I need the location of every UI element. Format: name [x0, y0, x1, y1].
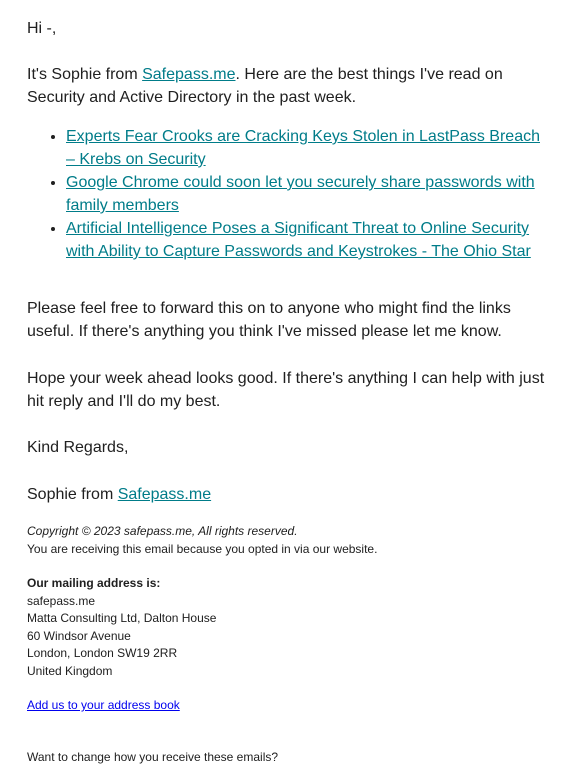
- signoff: [27, 483, 553, 506]
- change-preferences-prompt: Want to change how you receive these emails?: [27, 749, 279, 764]
- list-item: [66, 217, 553, 263]
- address-line: safepass.me: [27, 593, 96, 608]
- opt-in-notice: You are receiving this email because you opted in via our website.: [27, 541, 378, 556]
- signoff-prefix: Sophie from: [27, 486, 118, 503]
- mailing-address-heading: Our mailing address is:: [27, 576, 161, 590]
- hope-paragraph: Hope your week ahead looks good. If there's anything I can help with just hit reply and I'll do my best.: [27, 370, 545, 410]
- address-line: 60 Windsor Avenue: [27, 628, 131, 643]
- article-link-lastpass[interactable]: Experts Fear Crooks are Cracking Keys Stolen in LastPass Breach – Krebs on Security: [66, 128, 540, 168]
- copyright-text: Copyright © 2023 safepass.me, All rights reserved.: [27, 524, 298, 538]
- article-link-chrome[interactable]: Google Chrome could soon let you securely share passwords with family members: [66, 174, 535, 214]
- address-line: Matta Consulting Ltd, Dalton House: [27, 611, 217, 625]
- safepass-link[interactable]: Safepass.me: [142, 66, 236, 83]
- regards: Kind Regards,: [27, 439, 129, 456]
- signoff-safepass-link[interactable]: Safepass.me: [117, 486, 212, 503]
- greeting: Hi -,: [27, 20, 57, 37]
- address-line: United Kingdom: [27, 663, 113, 678]
- list-item: [66, 171, 553, 217]
- forward-paragraph: Please feel free to forward this on to anyone who might find the links useful. If there's anything you think I've missed please let me know.: [27, 300, 511, 340]
- intro-prefix: It's Sophie from: [27, 66, 143, 83]
- intro-suffix: . Here are the best things I've read on Security and Active Directory in the past week.: [27, 66, 503, 106]
- intro-paragraph: [27, 63, 553, 109]
- list-item: [66, 125, 553, 171]
- mailing-address: [27, 593, 553, 681]
- email-footer: [27, 523, 553, 766]
- address-line: London, London SW19 2RR: [27, 646, 178, 660]
- email-content: [27, 0, 553, 506]
- article-links-list: [27, 125, 553, 263]
- article-link-ai[interactable]: Artificial Intelligence Poses a Significant Threat to Online Security with Ability to Capture Passwords and Keystrokes - The Ohio Star: [66, 220, 531, 260]
- address-book-paragraph: [27, 697, 553, 715]
- add-to-address-book-link[interactable]: Add us to your address book: [27, 698, 180, 712]
